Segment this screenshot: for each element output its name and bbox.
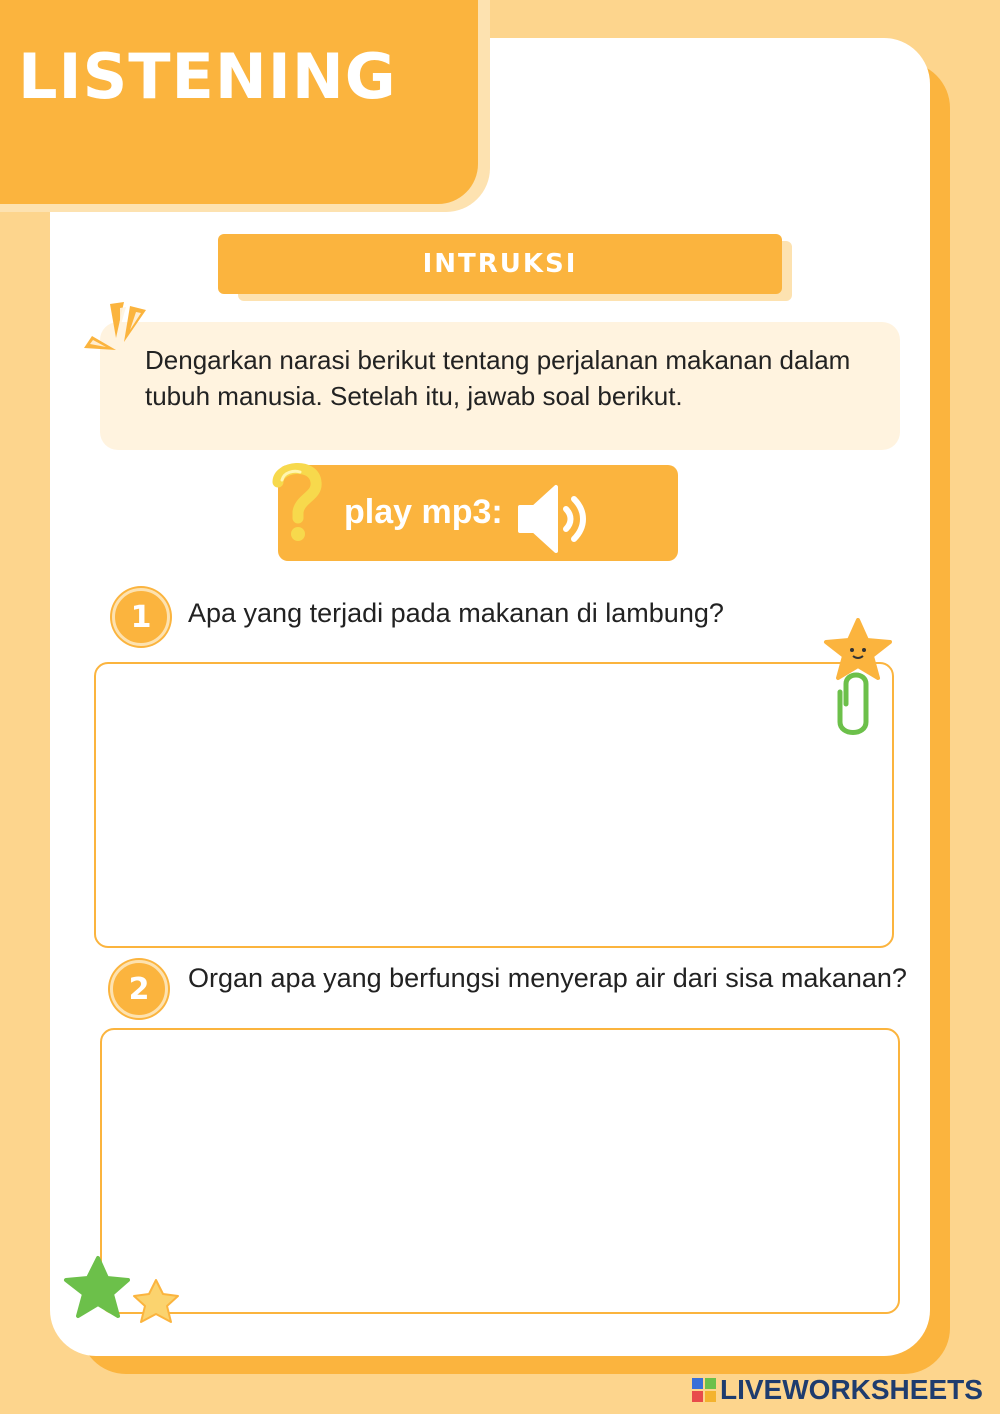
question-mark-icon xyxy=(268,460,328,544)
instruction-text: Dengarkan narasi berikut tentang perjalanan makanan dalam tubuh manusia. Setelah itu, jawab soal berikut. xyxy=(145,345,851,411)
speaker-icon[interactable] xyxy=(516,483,592,555)
burst-decoration-icon xyxy=(80,298,164,368)
question-2-number: 2 xyxy=(110,960,168,1018)
instruction-label-bar xyxy=(218,234,782,294)
answer-2-field[interactable] xyxy=(100,1028,900,1314)
question-1-number: 1 xyxy=(112,588,170,646)
footer-brand xyxy=(692,1374,992,1406)
instruction-label: INTRUKSI xyxy=(422,249,578,279)
page-title: LISTENING xyxy=(18,40,397,113)
stars-decoration-icon xyxy=(60,1254,190,1338)
answer-1-field[interactable] xyxy=(94,662,894,948)
play-audio-button[interactable] xyxy=(278,465,678,561)
liveworksheets-logo-icon xyxy=(692,1378,716,1402)
question-1-text: Apa yang terjadi pada makanan di lambung? xyxy=(188,598,724,628)
title-tab xyxy=(0,0,478,204)
play-audio-label: play mp3: xyxy=(344,493,503,531)
star-clip-icon xyxy=(820,618,896,738)
instruction-box xyxy=(100,322,900,450)
question-2-text: Organ apa yang berfungsi menyerap air dari sisa makanan? xyxy=(188,963,907,993)
footer-brand-text: LIVEWORKSHEETS xyxy=(720,1374,983,1405)
